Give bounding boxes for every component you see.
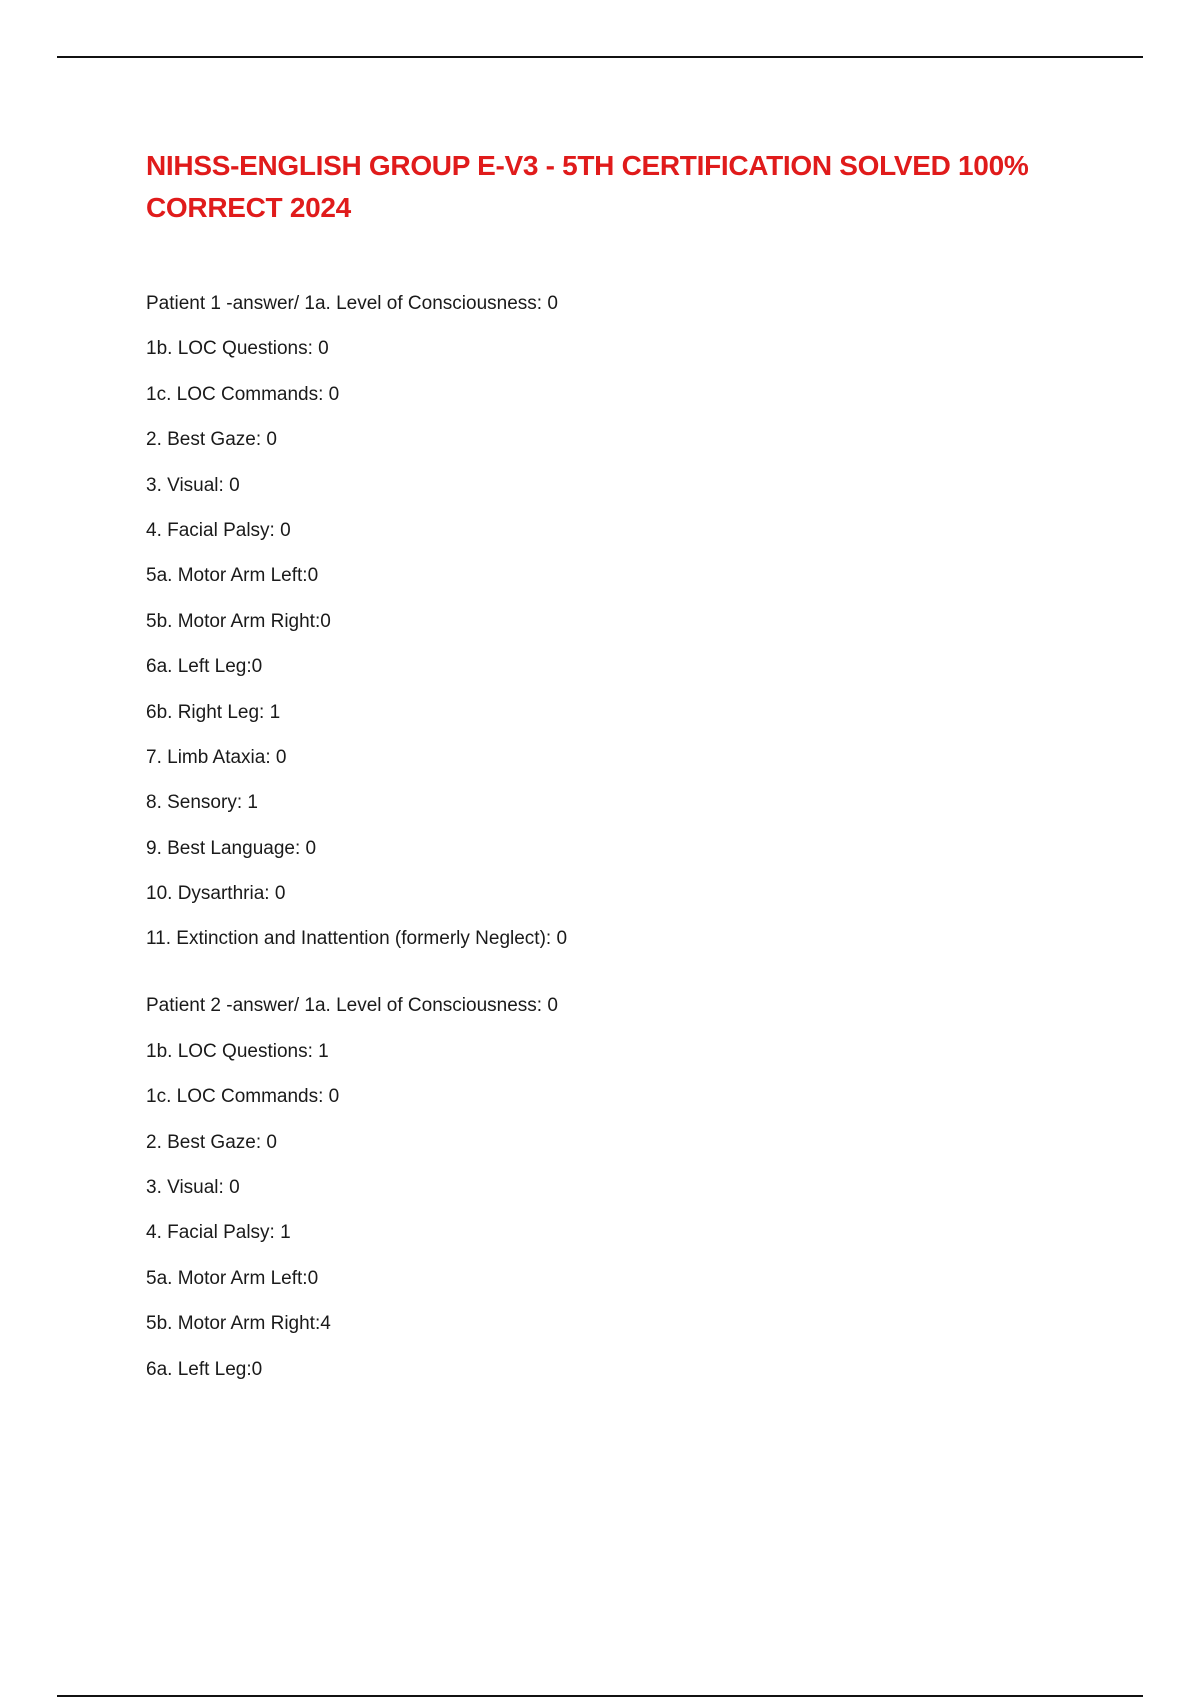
answer-line: 4. Facial Palsy: 1 <box>146 1222 291 1244</box>
answer-line: 6b. Right Leg: 1 <box>146 701 281 723</box>
answer-line: 5b. Motor Arm Right:4 <box>146 1313 331 1335</box>
answer-line: 11. Extinction and Inattention (formerly Neglect): 0 <box>146 928 568 950</box>
answer-line: 5a. Motor Arm Left:0 <box>146 565 319 587</box>
answer-line: 9. Best Language: 0 <box>146 837 317 859</box>
answer-line: 10. Dysarthria: 0 <box>146 883 286 905</box>
header-rule <box>57 56 1143 58</box>
answer-line: 1c. LOC Commands: 0 <box>146 383 340 405</box>
answer-line: 4. Facial Palsy: 0 <box>146 519 291 541</box>
answer-line: 6a. Left Leg:0 <box>146 1358 263 1380</box>
document-body <box>146 145 1086 1404</box>
answer-line: 1b. LOC Questions: 1 <box>146 1040 329 1062</box>
patient-1-answers <box>146 293 1086 950</box>
answer-line: 2. Best Gaze: 0 <box>146 1131 277 1153</box>
answer-line: 6a. Left Leg:0 <box>146 656 263 678</box>
document-title: NIHSS-ENGLISH GROUP E-V3 - 5TH CERTIFICATION SOLVED 100% CORRECT 2024 <box>146 150 1029 223</box>
answer-line: 5a. Motor Arm Left:0 <box>146 1267 319 1289</box>
patient-2-answers <box>146 995 1086 1380</box>
answer-line: 2. Best Gaze: 0 <box>146 429 277 451</box>
answer-line: 7. Limb Ataxia: 0 <box>146 746 287 768</box>
answer-line: Patient 1 -answer/ 1a. Level of Consciousness: 0 <box>146 293 558 314</box>
answer-line: 3. Visual: 0 <box>146 1177 240 1199</box>
answer-line: 5b. Motor Arm Right:0 <box>146 610 331 632</box>
footer-rule <box>57 1695 1143 1697</box>
answer-line: 1b. LOC Questions: 0 <box>146 338 329 360</box>
answer-line: 3. Visual: 0 <box>146 474 240 496</box>
answer-line: Patient 2 -answer/ 1a. Level of Consciousness: 0 <box>146 995 558 1017</box>
answer-line: 1c. LOC Commands: 0 <box>146 1086 340 1108</box>
answer-line: 8. Sensory: 1 <box>146 792 258 814</box>
